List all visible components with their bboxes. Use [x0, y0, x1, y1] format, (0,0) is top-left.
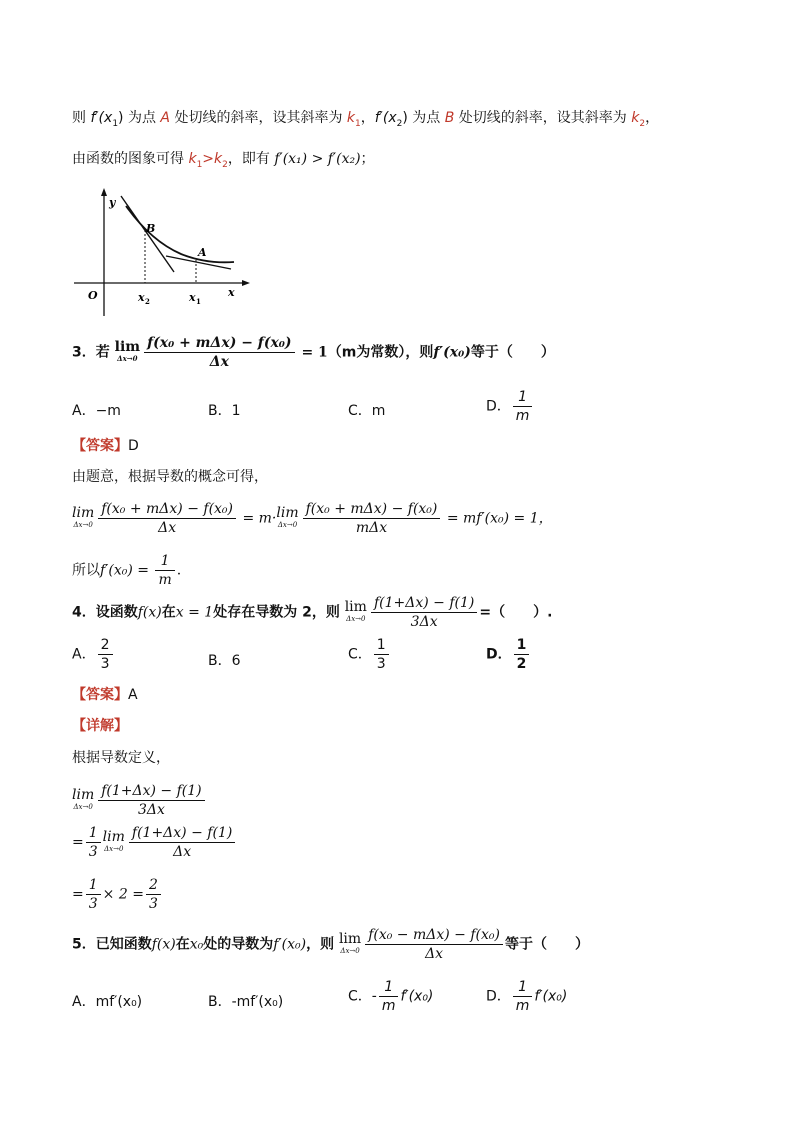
numerator: 1	[155, 552, 174, 571]
sub: 2	[396, 118, 403, 129]
text: ，	[360, 110, 375, 126]
text: 处切线的斜率，设其斜率为	[454, 110, 632, 126]
q4-option-b: B．6	[208, 653, 241, 669]
denominator: Δx	[425, 946, 444, 962]
intro-line-2	[72, 148, 375, 170]
slope: k	[214, 151, 223, 167]
numerator: f(x₀ + mΔx) − f(x₀)	[303, 500, 441, 519]
curve	[126, 206, 234, 262]
q5-option-a: A．mf′(x₀)	[72, 994, 143, 1010]
sub: 1	[355, 118, 361, 129]
q5-option-d	[486, 978, 567, 1015]
q4-step-2	[72, 824, 237, 861]
math: f′(x₀)	[534, 988, 568, 1005]
numerator: 1	[513, 978, 533, 997]
text: =（ ）.	[479, 604, 553, 621]
numerator: f(x₀ − mΔx) − f(x₀)	[365, 926, 503, 945]
fraction	[365, 926, 503, 963]
q3-option-d	[486, 388, 534, 425]
numerator: f(x₀ + mΔx) − f(x₀)	[144, 334, 294, 353]
equals: = 1	[301, 344, 328, 361]
lim-sub: Δx→0	[73, 802, 93, 811]
q5-option-b: B．-mf′(x₀)	[208, 994, 284, 1010]
fraction	[144, 334, 294, 371]
text: ，	[645, 110, 660, 126]
denominator: 3	[376, 656, 386, 672]
q4-option-a	[72, 636, 115, 673]
question-number: 3．若	[72, 344, 110, 361]
limit	[344, 598, 367, 625]
question-3	[72, 334, 555, 371]
numerator: f(x₀ + mΔx) − f(x₀)	[98, 500, 236, 519]
text: 等于（ ）	[504, 936, 589, 953]
slope: k	[188, 151, 197, 167]
numerator: 2	[146, 876, 161, 895]
fraction	[374, 636, 389, 673]
x2-sub: 2	[145, 297, 150, 306]
text: = m·	[242, 510, 277, 527]
question-4	[72, 594, 552, 631]
math: f′(x₀)	[433, 344, 471, 361]
origin-label: O	[88, 289, 98, 302]
slope: k	[346, 110, 356, 126]
sub: 2	[639, 118, 646, 129]
fraction	[513, 388, 533, 425]
text: >	[202, 151, 215, 167]
fraction	[98, 636, 113, 673]
lim: lim	[344, 598, 367, 615]
slope: k	[631, 110, 640, 126]
denominator: Δx	[158, 520, 177, 536]
denominator: 3	[88, 844, 98, 860]
numerator: 1	[379, 978, 399, 997]
text: 处存在导数为 2，则	[213, 604, 340, 621]
text: ) 为点	[118, 110, 161, 126]
q4-option-d	[486, 636, 531, 673]
answer-value: A	[128, 687, 138, 703]
text: ；	[360, 151, 375, 167]
sub: 1	[112, 118, 119, 129]
q4-option-c	[348, 636, 391, 673]
denominator: m	[515, 998, 530, 1014]
limit	[72, 504, 95, 531]
tangent-graph	[66, 186, 256, 318]
denominator: m	[381, 998, 396, 1014]
answer-label: 【答案】	[72, 438, 128, 454]
text: ) 为点	[402, 110, 445, 126]
denominator: 3Δx	[410, 614, 438, 630]
question-number: 5．已知函数	[72, 936, 152, 953]
lim-sub: Δx→0	[277, 520, 298, 529]
text: =	[72, 886, 84, 903]
text: 由函数的图象可得	[72, 151, 189, 167]
numerator: 1	[86, 876, 101, 895]
numerator: 1	[374, 636, 389, 655]
q3-equation	[72, 500, 553, 537]
lim-sub: Δx→0	[117, 353, 138, 363]
answer-value: D	[128, 438, 139, 454]
math: f(x)	[151, 936, 176, 953]
fraction	[514, 636, 530, 673]
lim: lim	[102, 828, 125, 845]
answer-label: 【答案】	[72, 687, 128, 703]
q3-option-a: A．−m	[72, 403, 121, 419]
fraction	[155, 552, 174, 589]
q3-conclusion	[72, 552, 181, 589]
inequality: f′(x₁) > f′(x₂)	[274, 151, 361, 167]
q3-answer	[72, 435, 139, 455]
limit	[276, 504, 299, 531]
math: f′(x	[374, 110, 397, 126]
label: C．	[348, 646, 372, 663]
question-number: 4．设函数	[72, 604, 138, 621]
math: x = 1	[175, 604, 214, 621]
denominator: 3	[88, 896, 98, 912]
q3-option-b: B．1	[208, 403, 241, 419]
numerator: 1	[513, 388, 533, 407]
q3-option-c: C．m	[348, 403, 386, 419]
denominator: Δx	[173, 844, 192, 860]
point-b-label: B	[146, 222, 156, 235]
fraction	[146, 876, 161, 913]
lim-sub: Δx→0	[346, 614, 366, 623]
x-label: x	[228, 286, 235, 299]
numerator: f(1+Δx) − f(1)	[129, 824, 235, 843]
q4-detail-label: 【详解】	[72, 718, 128, 734]
text: × 2 =	[102, 886, 144, 903]
limit	[114, 338, 141, 365]
denominator: mΔx	[355, 520, 388, 536]
q3-explain: 由题意，根据导数的概念可得，	[72, 469, 268, 485]
fraction	[98, 500, 236, 537]
fraction	[303, 500, 441, 537]
fraction	[379, 978, 399, 1015]
limit	[102, 828, 125, 855]
text: 处切线的斜率，设其斜率为	[170, 110, 347, 126]
math: x₀	[189, 936, 204, 953]
x1-sub: 1	[196, 297, 201, 306]
q4-step-3	[72, 876, 163, 913]
denominator: 3Δx	[137, 802, 165, 818]
numerator: 1	[86, 824, 101, 843]
text: 则	[72, 110, 91, 126]
lim: lim	[276, 504, 299, 521]
fraction	[86, 876, 101, 913]
y-label: y	[109, 196, 116, 209]
limit	[72, 786, 95, 813]
q4-answer	[72, 684, 138, 704]
q5-option-c	[348, 978, 433, 1015]
text: = mf′(x₀) = 1，	[446, 510, 553, 527]
lim-sub: Δx→0	[340, 946, 360, 955]
point-label: A	[160, 110, 170, 126]
text: .	[176, 562, 182, 579]
sub: 1	[196, 159, 203, 170]
sub: 2	[222, 159, 228, 170]
x-arrow-icon	[242, 280, 250, 286]
fraction	[513, 978, 533, 1015]
numerator: f(1+Δx) − f(1)	[98, 782, 204, 801]
text: 在	[161, 604, 176, 621]
text: （m为常数），则	[327, 344, 434, 361]
denominator: 2	[516, 656, 527, 672]
text: ，即有	[227, 151, 275, 167]
fraction	[86, 824, 101, 861]
point-label: B	[444, 110, 455, 126]
intro-line-1	[72, 107, 659, 129]
x2-label: x	[138, 291, 145, 304]
text: ，则	[306, 936, 335, 953]
lim: lim	[338, 930, 362, 947]
text: 所以	[72, 562, 100, 579]
label: A．	[72, 646, 96, 663]
math: f′(x	[90, 110, 113, 126]
y-arrow-icon	[101, 188, 107, 196]
denominator: Δx	[209, 354, 229, 370]
lim-sub: Δx→0	[73, 520, 93, 529]
denominator: m	[158, 572, 172, 588]
text: 在	[175, 936, 190, 953]
q4-step-1	[72, 782, 207, 819]
text: 等于（ ）	[470, 344, 555, 361]
x1-label: x	[189, 291, 196, 304]
numerator: 2	[98, 636, 113, 655]
math: f′(x₀)	[400, 988, 434, 1005]
point-a-label: A	[198, 246, 207, 259]
q4-explain: 根据导数定义，	[72, 750, 170, 766]
lim: lim	[72, 504, 95, 521]
math: f′(x₀)	[273, 936, 307, 953]
label: C．-	[348, 988, 377, 1005]
lim-sub: Δx→0	[104, 844, 124, 853]
lim: lim	[72, 786, 95, 803]
text: 处的导数为	[203, 936, 274, 953]
numerator: f(1+Δx) − f(1)	[371, 594, 477, 613]
numerator: 1	[514, 636, 530, 655]
fraction	[98, 782, 204, 819]
label: D．	[486, 646, 512, 663]
math: f(x)	[137, 604, 162, 621]
denominator: 3	[100, 656, 110, 672]
label: D．	[486, 398, 511, 415]
denominator: 3	[148, 896, 158, 912]
label: D．	[486, 988, 511, 1005]
fraction	[129, 824, 235, 861]
math: f′(x₀) =	[100, 562, 154, 579]
denominator: m	[515, 408, 530, 424]
lim: lim	[114, 338, 141, 355]
text: =	[72, 834, 84, 851]
limit	[338, 930, 362, 957]
question-5	[72, 926, 589, 963]
fraction	[371, 594, 477, 631]
